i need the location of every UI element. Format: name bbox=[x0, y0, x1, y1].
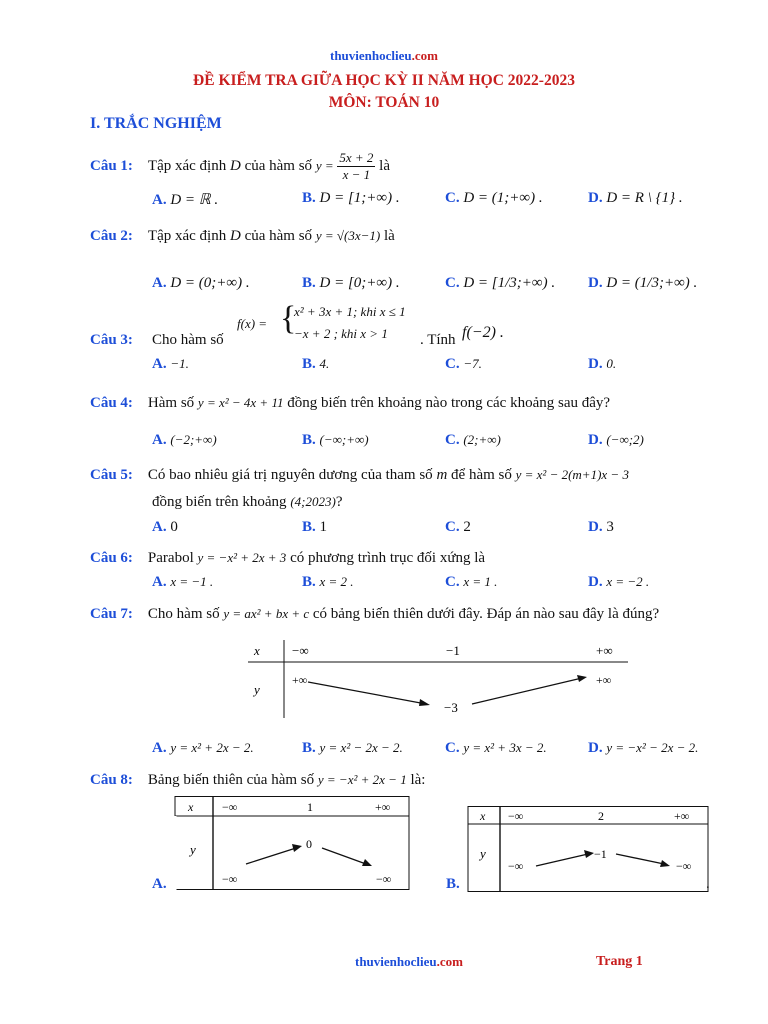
option-letter: D. bbox=[588, 190, 603, 206]
option-c[interactable] bbox=[445, 432, 501, 449]
option-value: D = [0;+∞) . bbox=[319, 275, 400, 291]
math-ask: f(−2) . bbox=[462, 324, 504, 341]
increasing-arrow bbox=[246, 848, 296, 864]
option-letter: D. bbox=[588, 275, 603, 291]
question-5-line-2 bbox=[152, 494, 342, 511]
math-function: y = √(3x−1) bbox=[315, 228, 381, 243]
option-b-letter[interactable]: B. bbox=[446, 876, 460, 892]
option-value: 4. bbox=[319, 356, 330, 371]
option-b[interactable] bbox=[302, 519, 327, 536]
math-function: y = −x² + 2x + 3 bbox=[197, 550, 287, 565]
option-letter: B. bbox=[302, 740, 316, 756]
math-interval: (4;2023) bbox=[290, 494, 336, 509]
question-text-2: của hàm số bbox=[244, 228, 313, 244]
table-y-label: y bbox=[190, 842, 196, 857]
arrow-head-icon bbox=[660, 860, 670, 867]
table-x-value: +∞ bbox=[674, 809, 690, 823]
arrow-head-icon bbox=[584, 850, 594, 858]
option-value: y = x² + 3x − 2. bbox=[463, 740, 547, 755]
option-letter: A. bbox=[152, 432, 167, 448]
option-value: (2;+∞) bbox=[463, 432, 501, 447]
option-letter: A. bbox=[152, 192, 167, 208]
arrow-head-icon bbox=[577, 675, 587, 682]
option-a[interactable] bbox=[152, 190, 218, 209]
option-value: D = ℝ . bbox=[170, 192, 219, 208]
table-x-value: −∞ bbox=[292, 643, 309, 658]
table-x-label: x bbox=[188, 800, 194, 814]
option-letter: C. bbox=[445, 356, 460, 372]
question-label: Câu 6: bbox=[90, 550, 133, 566]
option-letter: A. bbox=[152, 356, 167, 372]
table-y-value: +∞ bbox=[596, 673, 612, 687]
option-value: y = x² − 2x − 2. bbox=[319, 740, 403, 755]
site-header bbox=[0, 48, 768, 64]
decreasing-arrow bbox=[616, 854, 664, 864]
option-letter: C. bbox=[445, 190, 460, 206]
option-letter: D. bbox=[588, 519, 603, 535]
option-d[interactable] bbox=[588, 190, 683, 207]
exam-title: ĐỀ KIỂM TRA GIỮA HỌC KỲ II NĂM HỌC 2022-2023 bbox=[193, 72, 575, 89]
option-value: D = (1/3;+∞) . bbox=[606, 275, 698, 291]
increasing-arrow bbox=[472, 678, 582, 704]
question-text: Có bao nhiêu giá trị nguyên dương của tham số bbox=[147, 467, 433, 483]
option-letter: D. bbox=[588, 574, 603, 590]
option-value: D = [1/3;+∞) . bbox=[463, 275, 556, 291]
table-y-value: −3 bbox=[444, 700, 458, 715]
table-y-label: y bbox=[480, 846, 486, 861]
table-y-value: −1 bbox=[594, 847, 607, 861]
question-tail: là bbox=[383, 228, 395, 244]
punctuation: . bbox=[706, 876, 710, 892]
option-a[interactable] bbox=[152, 740, 254, 757]
option-b[interactable] bbox=[302, 275, 400, 292]
math-function-lhs: f(x) = bbox=[237, 316, 268, 331]
option-a[interactable] bbox=[152, 574, 213, 591]
decreasing-arrow bbox=[308, 682, 426, 704]
option-c[interactable] bbox=[445, 574, 497, 591]
math-function: y = ax² + bx + c bbox=[223, 606, 310, 621]
option-a-letter[interactable]: A. bbox=[152, 876, 167, 892]
option-value: (−∞;2) bbox=[606, 432, 644, 447]
question-7 bbox=[90, 606, 659, 623]
question-text: Tập xác định bbox=[147, 228, 227, 244]
option-value: D = R \ {1} . bbox=[606, 190, 683, 206]
question-tail: có phương trình trục đối xứng là bbox=[290, 550, 486, 566]
option-d[interactable] bbox=[588, 275, 697, 292]
option-b[interactable] bbox=[302, 190, 400, 207]
section-heading: I. TRẮC NGHIỆM bbox=[90, 115, 222, 132]
math-function: y = −x² + 2x − 1 bbox=[317, 772, 407, 787]
question-6 bbox=[90, 550, 485, 567]
piecewise-case-2: −x + 2 ; khi x > 1 bbox=[294, 326, 388, 341]
math-var: D bbox=[229, 228, 241, 244]
table-x-value: −∞ bbox=[508, 809, 524, 823]
variation-table-q7 bbox=[240, 636, 640, 720]
option-letter: B. bbox=[302, 275, 316, 291]
option-b[interactable] bbox=[302, 356, 329, 373]
option-value: x = 2 . bbox=[319, 574, 354, 589]
option-c[interactable] bbox=[445, 356, 482, 373]
option-c[interactable] bbox=[445, 740, 547, 757]
option-value: (−∞;+∞) bbox=[319, 432, 369, 447]
option-value: x = −2 . bbox=[606, 574, 650, 589]
option-letter: A. bbox=[152, 275, 167, 291]
math-fraction bbox=[337, 150, 375, 183]
table-x-value: −∞ bbox=[222, 800, 238, 814]
option-c[interactable] bbox=[445, 519, 471, 536]
increasing-arrow bbox=[536, 854, 588, 866]
question-text: Cho hàm số bbox=[147, 606, 220, 622]
fraction-numerator: 5x + 2 bbox=[339, 150, 374, 165]
option-a[interactable] bbox=[152, 275, 250, 292]
table-x-value: +∞ bbox=[596, 643, 613, 658]
option-c[interactable] bbox=[445, 275, 555, 292]
question-tail: có bảng biến thiên dưới đây. Đáp án nào sau đây là đúng? bbox=[312, 606, 660, 622]
question-text-2: để hàm số bbox=[451, 467, 512, 483]
option-letter: B. bbox=[302, 356, 316, 372]
table-x-value: 1 bbox=[307, 800, 313, 814]
option-letter: D. bbox=[588, 432, 603, 448]
table-y-value: −∞ bbox=[676, 859, 692, 873]
variation-table-option-a[interactable] bbox=[170, 796, 415, 892]
option-d[interactable] bbox=[588, 432, 644, 449]
question-text: Cho hàm số bbox=[152, 332, 224, 348]
option-value: x = 1 . bbox=[463, 574, 498, 589]
option-b[interactable] bbox=[302, 574, 354, 591]
table-y-value: +∞ bbox=[292, 673, 308, 687]
table-y-value: −∞ bbox=[508, 859, 524, 873]
option-letter: D. bbox=[588, 356, 603, 372]
option-letter: C. bbox=[445, 574, 460, 590]
decreasing-arrow bbox=[322, 848, 366, 864]
option-letter: C. bbox=[445, 740, 460, 756]
brace-icon: { bbox=[280, 300, 297, 337]
site-tld: .com bbox=[436, 954, 463, 969]
question-text: đồng biến trên khoảng bbox=[152, 494, 287, 510]
question-8 bbox=[90, 772, 425, 789]
option-a[interactable] bbox=[152, 519, 178, 536]
question-2 bbox=[90, 228, 395, 245]
option-value: 3 bbox=[606, 519, 614, 535]
option-letter: C. bbox=[445, 275, 460, 291]
question-label: Câu 7: bbox=[90, 606, 133, 622]
site-footer bbox=[0, 954, 768, 970]
table-mask bbox=[170, 818, 174, 890]
question-3 bbox=[90, 300, 690, 350]
option-value: 1 bbox=[319, 519, 328, 535]
piecewise-case-1: x² + 3x + 1; khi x ≤ 1 bbox=[294, 304, 406, 319]
table-y-value: −∞ bbox=[376, 872, 392, 886]
question-text: Tập xác định bbox=[147, 157, 227, 174]
option-value: 0. bbox=[606, 356, 617, 371]
math-var: D bbox=[229, 157, 241, 174]
table-x-label: x bbox=[254, 643, 260, 658]
question-text: Hàm số bbox=[147, 395, 195, 411]
table-border bbox=[468, 807, 708, 892]
option-value: D = (1;+∞) . bbox=[463, 190, 543, 206]
option-letter: B. bbox=[302, 190, 316, 206]
question-label: Câu 8: bbox=[90, 772, 133, 788]
option-value: 2 bbox=[463, 519, 471, 535]
question-label: Câu 4: bbox=[90, 395, 133, 411]
option-value: −1. bbox=[170, 356, 189, 371]
question-tail: là: bbox=[410, 772, 426, 788]
table-x-value: +∞ bbox=[375, 800, 391, 814]
option-value: D = (0;+∞) . bbox=[170, 275, 250, 291]
question-tail: đồng biến trên khoảng nào trong các khoảng sau đây? bbox=[287, 395, 611, 411]
option-value: 0 bbox=[170, 519, 178, 535]
option-value: x = −1 . bbox=[170, 574, 214, 589]
table-x-value: −1 bbox=[446, 643, 460, 658]
option-a[interactable] bbox=[152, 356, 189, 373]
table-y-label: y bbox=[254, 682, 260, 697]
question-label: Câu 1: bbox=[90, 157, 133, 174]
option-letter: B. bbox=[302, 519, 316, 535]
question-tail: là bbox=[379, 157, 390, 174]
arrow-head-icon bbox=[292, 844, 302, 852]
option-d[interactable] bbox=[588, 356, 616, 373]
math-function-lhs: y = bbox=[315, 157, 334, 173]
option-c[interactable] bbox=[445, 190, 543, 207]
arrow-head-icon bbox=[419, 699, 430, 706]
question-4 bbox=[90, 395, 610, 412]
math-function: y = x² − 4x + 11 bbox=[197, 395, 284, 410]
question-tail: . Tính bbox=[420, 332, 456, 348]
option-value: D = [1;+∞) . bbox=[319, 190, 400, 206]
option-letter: D. bbox=[588, 740, 603, 756]
question-text: Parabol bbox=[147, 550, 194, 566]
site-name: thuvienhoclieu bbox=[355, 954, 437, 969]
option-a[interactable] bbox=[152, 432, 217, 449]
table-border bbox=[175, 797, 409, 890]
option-letter: C. bbox=[445, 519, 460, 535]
option-value: y = −x² − 2x − 2. bbox=[606, 740, 699, 755]
site-tld: .com bbox=[411, 48, 438, 63]
option-d[interactable] bbox=[588, 740, 698, 757]
question-label: Câu 2: bbox=[90, 228, 133, 244]
site-name: thuvienhoclieu bbox=[330, 48, 412, 63]
question-text-2: của hàm số bbox=[244, 157, 313, 174]
question-label: Câu 5: bbox=[90, 467, 133, 483]
question-label: Câu 3: bbox=[90, 332, 133, 348]
table-y-value: 0 bbox=[306, 837, 312, 851]
option-value: y = x² + 2x − 2. bbox=[170, 740, 254, 755]
option-b[interactable] bbox=[302, 432, 369, 449]
option-letter: A. bbox=[152, 574, 167, 590]
option-value: (−2;+∞) bbox=[170, 432, 217, 447]
question-1 bbox=[90, 150, 390, 183]
question-text: Bảng biến thiên của hàm số bbox=[147, 772, 315, 788]
option-d[interactable] bbox=[588, 574, 649, 591]
page-number: Trang 1 bbox=[596, 954, 643, 969]
option-value: −7. bbox=[463, 356, 482, 371]
table-x-value: 2 bbox=[598, 809, 604, 823]
variation-table-option-b[interactable] bbox=[464, 806, 714, 894]
math-var: m bbox=[436, 467, 448, 483]
fraction-denominator: x − 1 bbox=[342, 167, 371, 182]
arrow-head-icon bbox=[362, 859, 372, 866]
math-function: y = x² − 2(m+1)x − 3 bbox=[515, 467, 629, 482]
question-tail: ? bbox=[335, 494, 343, 510]
option-b[interactable] bbox=[302, 740, 403, 757]
option-letter: B. bbox=[302, 574, 316, 590]
option-letter: B. bbox=[302, 432, 316, 448]
option-letter: C. bbox=[445, 432, 460, 448]
option-letter: A. bbox=[152, 740, 167, 756]
option-letter: A. bbox=[152, 519, 167, 535]
option-d[interactable] bbox=[588, 519, 614, 536]
table-x-label: x bbox=[480, 809, 486, 823]
exam-subject: MÔN: TOÁN 10 bbox=[328, 94, 440, 111]
question-5 bbox=[90, 467, 629, 484]
table-y-value: −∞ bbox=[222, 872, 238, 886]
